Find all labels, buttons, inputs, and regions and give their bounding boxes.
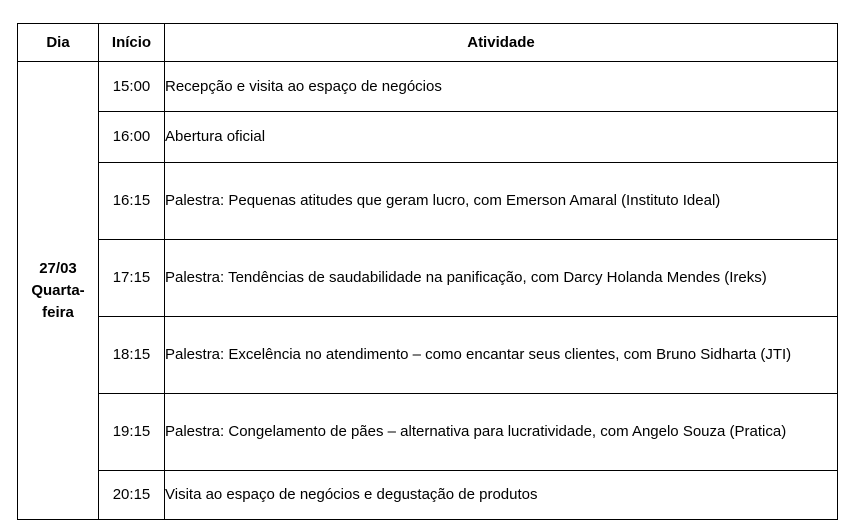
time-cell: 19:15 [99,394,165,471]
activity-cell: Palestra: Pequenas atitudes que geram lucro, com Emerson Amaral (Instituto Ideal) [165,163,838,240]
time-cell: 16:00 [99,112,165,163]
day-weekday-line2: feira [42,303,74,321]
header-day: Dia [18,24,99,62]
time-cell: 20:15 [99,471,165,520]
table-row [18,394,838,471]
header-row [18,24,838,62]
activity-cell: Abertura oficial [165,112,838,163]
table-row [18,112,838,163]
table-row [18,471,838,520]
activity-cell: Palestra: Excelência no atendimento – como encantar seus clientes, com Bruno Sidharta (JTI) [165,317,838,394]
table-row [18,317,838,394]
time-cell: 15:00 [99,62,165,112]
time-cell: 18:15 [99,317,165,394]
day-date: 27/03 [39,259,77,277]
table-row [18,62,838,112]
activity-cell: Palestra: Tendências de saudabilidade na panificação, com Darcy Holanda Mendes (Ireks) [165,240,838,317]
schedule-table [17,23,838,520]
activity-cell: Recepção e visita ao espaço de negócios [165,62,838,112]
table-row [18,240,838,317]
table-row [18,163,838,240]
header-start: Início [99,24,165,62]
activity-cell: Visita ao espaço de negócios e degustação de produtos [165,471,838,520]
day-cell [18,62,99,520]
time-cell: 17:15 [99,240,165,317]
time-cell: 16:15 [99,163,165,240]
activity-cell: Palestra: Congelamento de pães – alternativa para lucratividade, com Angelo Souza (Pratica) [165,394,838,471]
day-weekday-line1: Quarta- [31,281,85,299]
header-activity: Atividade [165,24,838,62]
